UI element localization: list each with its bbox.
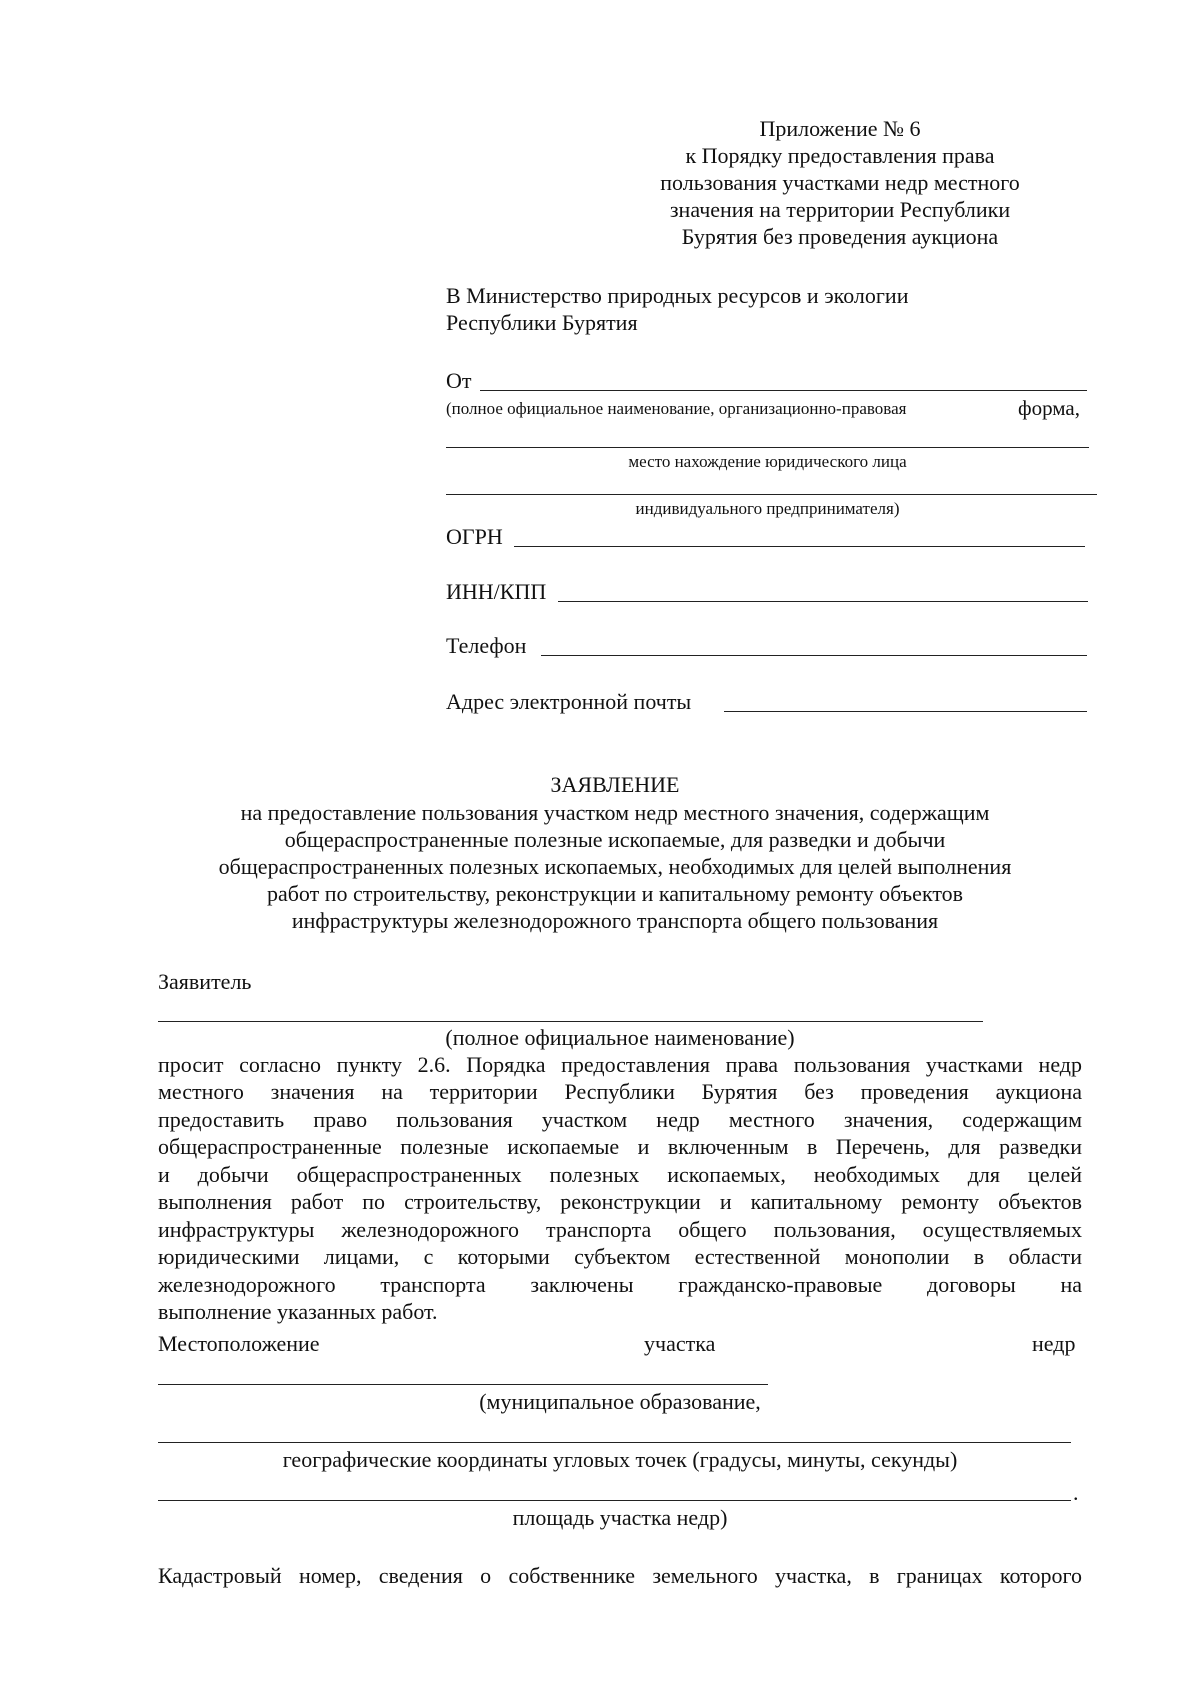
from-note-3: индивидуального предпринимателя) (635, 499, 900, 518)
body-line: железнодорожного транспорта заключены гражданско-правовые договоры на (158, 1272, 1082, 1297)
addressee-line: В Министерство природных ресурсов и экологии (446, 283, 909, 308)
ogrn-field[interactable] (514, 546, 1085, 547)
from-note-1-end: форма, (1018, 396, 1081, 420)
location-caption-2: географические координаты угловых точек (градусы, минуты, секунды) (282, 1447, 958, 1472)
body-line: выполнение указанных работ. (158, 1299, 438, 1324)
applicant-label: Заявитель (158, 969, 252, 994)
location-coordinates-field[interactable] (158, 1442, 1071, 1443)
from-address-field[interactable] (446, 447, 1089, 448)
location-area-field[interactable] (158, 1500, 1071, 1501)
appendix-line: к Порядку предоставления права (685, 143, 995, 168)
phone-field[interactable] (541, 655, 1087, 656)
addressee-line: Республики Бурятия (446, 310, 638, 335)
subtitle-line: работ по строительству, реконструкции и капитальному ремонту объектов (266, 881, 964, 906)
from-note-2: место нахождение юридического лица (628, 452, 907, 471)
location-caption-1: (муниципальное образование, (479, 1389, 761, 1414)
subtitle-line: общераспространенных полезных ископаемых, необходимых для целей выполнения (218, 854, 1012, 879)
body-line: местного значения на территории Республики Бурятия без проведения аукциона (158, 1079, 1082, 1104)
from-entrepreneur-field[interactable] (446, 494, 1097, 495)
subtitle-line: общераспространенные полезные ископаемые, для разведки и добычи (284, 827, 946, 852)
body-line: инфраструктуры железнодорожного транспорта общего пользования, осуществляемых (158, 1217, 1082, 1242)
phone-label: Телефон (446, 633, 527, 658)
appendix-line: Приложение № 6 (759, 116, 921, 141)
cadastral-line: Кадастровый номер, сведения о собственнике земельного участка, в границах которого (158, 1563, 1082, 1588)
appendix-line: Бурятия без проведения аукциона (681, 224, 999, 249)
body-line: и добычи общераспространенных полезных ископаемых, необходимых для целей (158, 1162, 1082, 1187)
location-municipality-field[interactable] (158, 1384, 768, 1385)
body-line: юридическими лицами, с которыми субъектом естественной монополии в области (158, 1244, 1082, 1269)
location-word-3: недр (1032, 1331, 1076, 1356)
location-dot: . (1073, 1480, 1079, 1505)
inn-kpp-field[interactable] (558, 601, 1088, 602)
from-note-1: (полное официальное наименование, организационно-правовая (446, 399, 907, 418)
email-label: Адрес электронной почты (446, 689, 692, 714)
body-line: выполнения работ по строительству, реконструкции и капитальному ремонту объектов (158, 1189, 1082, 1214)
from-label: От (446, 368, 472, 393)
body-line: просит согласно пункту 2.6. Порядка предоставления права пользования участками недр (158, 1052, 1082, 1077)
statement-title: ЗАЯВЛЕНИЕ (550, 772, 680, 797)
inn-kpp-label: ИНН/КПП (446, 579, 547, 604)
location-word-2: участка (644, 1331, 716, 1356)
location-word-1: Местоположение (158, 1331, 320, 1356)
appendix-line: значения на территории Республики (669, 197, 1011, 222)
appendix-line: пользования участками недр местного (660, 170, 1020, 195)
body-line: общераспространенные полезные ископаемые и включенным в Перечень, для разведки (158, 1134, 1082, 1159)
applicant-caption: (полное официальное наименование) (445, 1025, 795, 1050)
email-field[interactable] (724, 711, 1087, 712)
ogrn-label: ОГРН (446, 524, 503, 549)
subtitle-line: инфраструктуры железнодорожного транспорта общего пользования (291, 908, 939, 933)
subtitle-line: на предоставление пользования участком недр местного значения, содержащим (240, 800, 990, 825)
applicant-name-field[interactable] (158, 1021, 983, 1022)
from-name-field[interactable] (480, 390, 1087, 391)
location-caption-3: площадь участка недр) (512, 1505, 728, 1530)
body-line: предоставить право пользования участком недр местного значения, содержащим (158, 1107, 1082, 1132)
